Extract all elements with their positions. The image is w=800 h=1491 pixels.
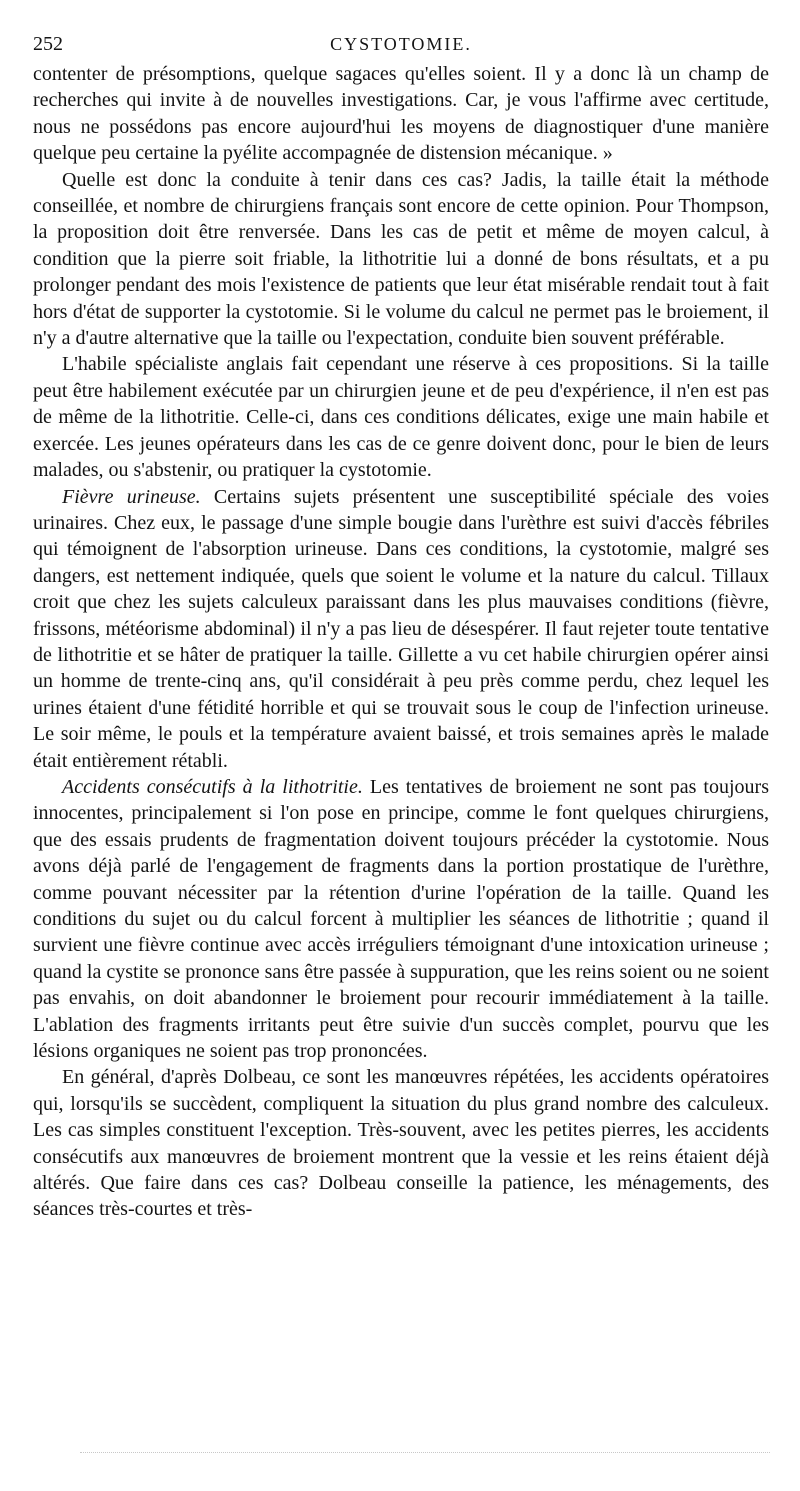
section-lead-italic: Accidents consécutifs à la lithotritie. [62, 775, 363, 798]
paragraph-text: Les tentatives de broiement ne sont pas toujours innocentes, principalement si l'on pose en principe, comme le font quelques chirurgiens, que des essais prudents de fragmentation doivent toujours précéder la cystotomie. Nous avons déjà parlé de l'engagement de fragments dans la portion prostatique de l'urèthre, comme pouvant nécessiter par la rétention d'urine l'opération de la taille. Quand les conditions du sujet ou du calcul forcent à multiplier les séances de lithotritie ; quand il survient une fièvre continue avec accès irréguliers témoignant d'une intoxication urineuse ; quand la cystite se prononce sans être passée à suppuration, que les reins soient ou ne soient pas envahis, on doit abandonner le broiement pour recourir immédiatement à la taille. L'ablation des fragments irritants peut être suivie d'un succès complet, pourvu que les lésions organiques ne soient pas trop prononcées. [33, 775, 769, 1063]
paragraph-text: En général, d'après Dolbeau, ce sont les manœuvres répétées, les accidents opératoires qui, lorsqu'ils se succèdent, compliquent la situation du plus grand nombre des calculeux. Les cas simples constituent l'exception. Très-souvent, avec les petites pierres, les accidents consécutifs aux manœuvres de broiement montrent que la vessie et les reins étaient déjà altérés. Que faire dans ces cas? Dolbeau conseille la patience, les ménagements, des séances très-courtes et très- [33, 1066, 769, 1221]
body-text [33, 61, 769, 1223]
paragraph-text: Quelle est donc la conduite à tenir dans ces cas? Jadis, la taille était la méthode conseillée, et nombre de chirurgiens français sont encore de cette opinion. Pour Thompson, la proposition doit être renversée. Dans les cas de petit et même de moyen calcul, à condition que la pierre soit friable, la lithotritie lui a donné de bons résultats, et a pu prolonger pendant des mois l'existence de patients que leur état misérable rendait tout à fait hors d'état de supporter la cystotomie. Si le volume du calcul ne permet pas le broiement, il n'y a d'autre alternative que la taille ou l'expectation, conduite bien souvent préférable. [33, 168, 769, 350]
running-header [33, 30, 769, 58]
paragraph-reserve [33, 351, 769, 483]
paragraph-fievre-urineuse [33, 484, 769, 774]
running-title: CYSTOTOMIE. [330, 34, 472, 54]
paragraph-text: L'habile spécialiste anglais fait cependant une réserve à ces propositions. Si la taille peut être habilement exécutée par un chirurgien jeune et de peu d'expérience, il n'en est pas de même de la lithotritie. Celle-ci, dans ces conditions délicates, exige une main habile et exercée. Les jeunes opérateurs dans les cas de ce genre doivent donc, pour le bien de leurs malades, ou s'abstenir, ou pratiquer la cystotomie. [33, 353, 769, 482]
paragraph-accidents-consecutifs [33, 774, 769, 1064]
paragraph-text: Certains sujets présentent une susceptibilité spéciale des voies urinaires. Chez eux, le passage d'une simple bougie dans l'urèthre est suivi d'accès fébriles qui témoignent de l'absorption urineuse. Dans ces conditions, la cystotomie, malgré ses dangers, est nettement indiquée, quels que soient le volume et la nature du calcul. Tillaux croit que chez les sujets calculeux paraissant dans les plus mauvaises conditions (fièvre, frissons, météorisme abdominal) il n'y a pas lieu de désespérer. Il faut rejeter toute tentative de lithotritie et se hâter de pratiquer la taille. Gillette a vu cet habile chirurgien opérer ainsi un homme de trente-cinq ans, qu'il considérait à peu près comme perdu, chez lequel les urines étaient d'une fétidité horrible et qui se trouvait sous le coup de l'infection urineuse. Le soir même, le pouls et la température avaient baissé, et trois semaines après le malade était entièrement rétabli. [33, 485, 770, 772]
page-number: 252 [33, 33, 63, 55]
paragraph-text: contenter de présomptions, quelque sagaces qu'elles soient. Il y a donc là un champ de recherches qui invite à de nouvelles investigations. Car, je vous l'affirme avec certitude, nous ne possédons pas encore aujourd'hui les moyens de diagnostiquer d'une manière quelque peu certaine la pyélite accompagnée de distension mécanique. » [33, 63, 769, 165]
page-bottom-rule [80, 1452, 770, 1453]
paragraph-conduite [33, 167, 769, 352]
paragraph-dolbeau [33, 1064, 769, 1222]
section-lead-italic: Fièvre urineuse. [62, 485, 201, 508]
paragraph-continuation [33, 61, 769, 167]
